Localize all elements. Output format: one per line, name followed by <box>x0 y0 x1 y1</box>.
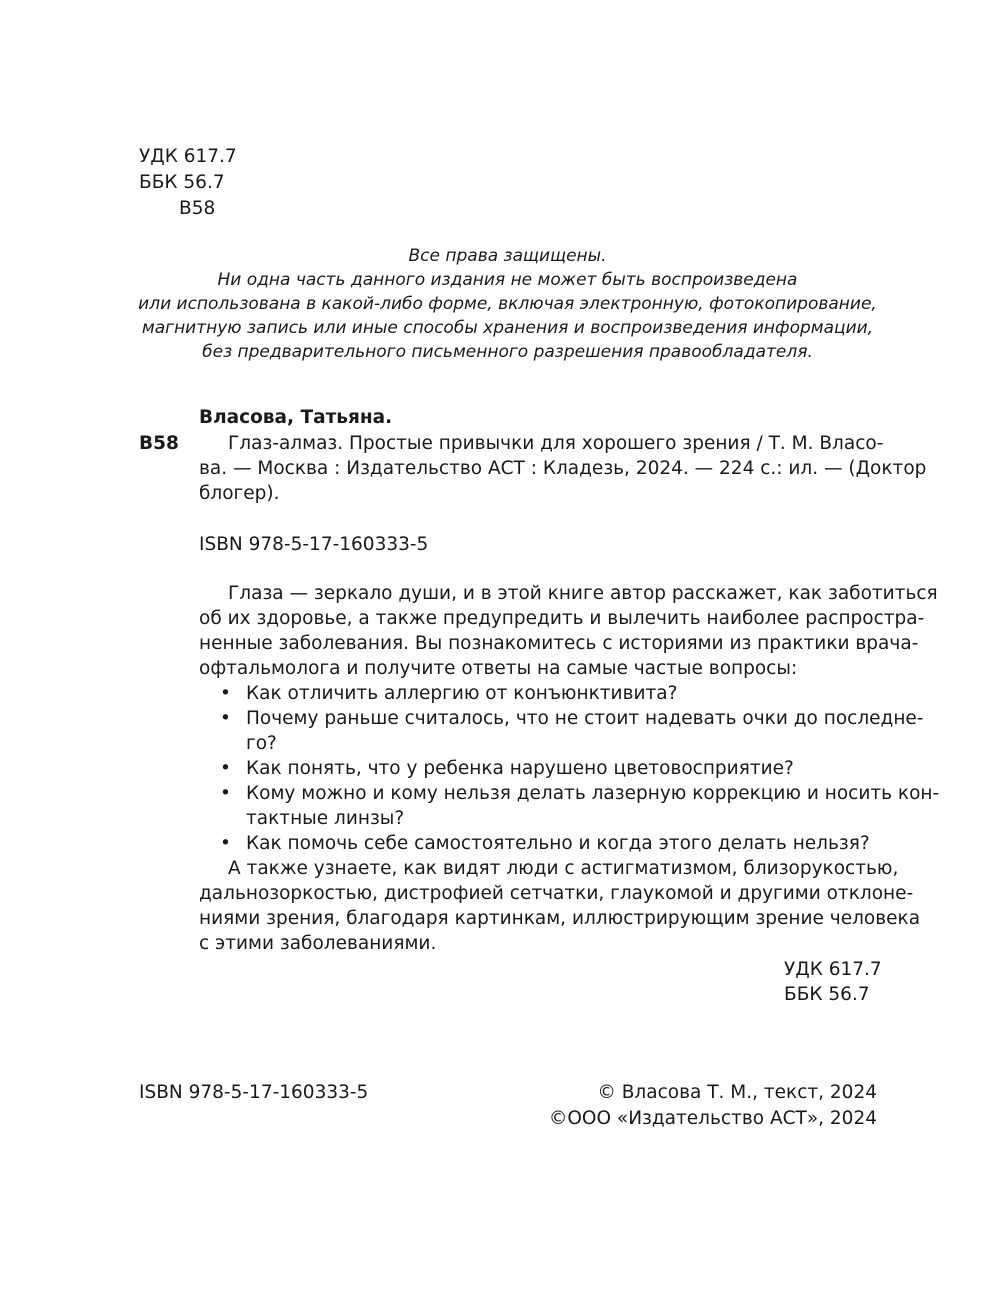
entry-description-line: блогер). <box>199 483 280 504</box>
rights-line: Ни одна часть данного издания не может быть воспроизведена <box>217 270 798 290</box>
rights-notice <box>120 244 895 364</box>
bullet-marker: • <box>220 758 231 779</box>
footer-copyright-author: © Власова Т. М., текст, 2024 <box>597 1082 877 1103</box>
entry-description-line: Глаз-алмаз. Простые привычки для хорошего зрения / Т. М. Власо- <box>228 433 884 454</box>
bullet-item-continuation: го? <box>246 733 277 754</box>
bullet-item-continuation: тактные линзы? <box>246 808 405 829</box>
top-classification-codes <box>139 144 237 222</box>
entry-description-line: ва. — Москва : Издательство АСТ : Кладезь, 2024. — 224 с.: ил. — (Доктор <box>199 458 927 479</box>
rights-line: или использована в какой-либо форме, включая электронную, фотокопирование, <box>138 294 877 314</box>
bbk-code: ББК 56.7 <box>139 172 225 193</box>
entry-author: Власова, Татьяна. <box>199 407 393 428</box>
bullet-marker: • <box>220 683 231 704</box>
bullet-item: Как отличить аллергию от конъюнктивита? <box>246 683 678 704</box>
annotation-intro-line: об их здоровье, а также предупредить и вылечить наиболее распростра- <box>199 608 925 629</box>
annotation-intro-line: ненные заболевания. Вы познакомитесь с историями из практики врача- <box>199 633 919 654</box>
bullet-item: Как помочь себе самостоятельно и когда этого делать нельзя? <box>246 833 870 854</box>
footer-isbn: ISBN 978-5-17-160333-5 <box>139 1082 369 1103</box>
bullet-item: Почему раньше считалось, что не стоит надевать очки до последне- <box>246 708 924 729</box>
bullet-item: Как понять, что у ребенка нарушено цветовосприятие? <box>246 758 794 779</box>
bullet-item: Кому можно и кому нельзя делать лазерную коррекцию и носить кон- <box>246 783 940 804</box>
rights-line: без предварительного письменного разрешения правообладателя. <box>202 342 813 362</box>
bullet-marker: • <box>220 708 231 729</box>
annotation-bbk-code: ББК 56.7 <box>784 984 870 1005</box>
entry-isbn: ISBN 978-5-17-160333-5 <box>199 534 429 555</box>
annotation-outro-line: с этими заболеваниями. <box>199 933 437 954</box>
annotation-outro-line: А также узнаете, как видят люди с астигматизмом, близорукостью, <box>228 858 899 879</box>
annotation-outro-line: дальнозоркостью, дистрофией сетчатки, глаукомой и другими отклоне- <box>199 883 914 904</box>
udk-code: УДК 617.7 <box>139 146 237 167</box>
entry-sign: В58 <box>139 433 179 454</box>
rights-line: магнитную запись или иные способы хранения и воспроизведения информации, <box>141 318 874 338</box>
bullet-marker: • <box>220 833 231 854</box>
annotation-udk-code: УДК 617.7 <box>784 959 882 980</box>
annotation-outro-line: ниями зрения, благодаря картинкам, иллюстрирующим зрение человека <box>199 908 921 929</box>
annotation-intro-line: офтальмолога и получите ответы на самые частые вопросы: <box>199 658 798 679</box>
footer-copyright-publisher: ©ООО «Издательство АСТ», 2024 <box>548 1108 877 1129</box>
rights-line: Все права защищены. <box>408 246 607 266</box>
annotation-intro-line: Глаза — зеркало души, и в этой книге автор расскажет, как заботиться <box>228 583 938 604</box>
author-sign: В58 <box>179 198 216 219</box>
bullet-marker: • <box>220 783 231 804</box>
